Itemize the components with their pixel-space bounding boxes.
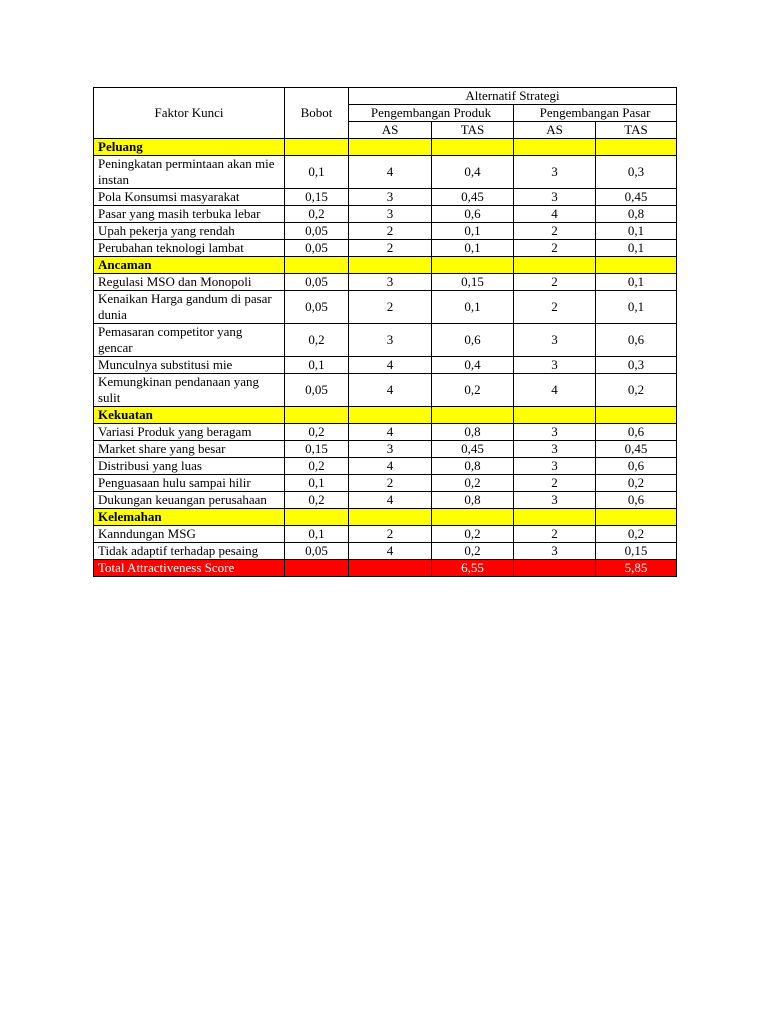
as-product-cell: 4 bbox=[349, 492, 432, 509]
tas-market-cell: 0,3 bbox=[596, 156, 677, 189]
as-market-cell: 3 bbox=[514, 492, 596, 509]
table-row bbox=[94, 240, 677, 257]
header-as-product: AS bbox=[349, 122, 432, 139]
as-market-cell: 3 bbox=[514, 458, 596, 475]
tas-product-cell: 0,2 bbox=[432, 543, 514, 560]
section-empty-cell bbox=[285, 407, 349, 424]
factor-cell: Dukungan keuangan perusahaan bbox=[94, 492, 285, 509]
tas-market-cell: 0,45 bbox=[596, 189, 677, 206]
as-product-cell: 2 bbox=[349, 291, 432, 324]
as-market-cell: 3 bbox=[514, 424, 596, 441]
as-product-cell: 3 bbox=[349, 189, 432, 206]
table-row bbox=[94, 424, 677, 441]
tas-market-cell: 0,15 bbox=[596, 543, 677, 560]
factor-cell: Variasi Produk yang beragam bbox=[94, 424, 285, 441]
factor-cell: Pasar yang masih terbuka lebar bbox=[94, 206, 285, 223]
factor-cell: Pemasaran competitor yang gencar bbox=[94, 324, 285, 357]
as-product-cell: 3 bbox=[349, 206, 432, 223]
as-market-cell: 2 bbox=[514, 274, 596, 291]
section-empty-cell bbox=[349, 509, 432, 526]
as-market-cell: 2 bbox=[514, 526, 596, 543]
tas-market-cell: 0,1 bbox=[596, 291, 677, 324]
section-empty-cell bbox=[349, 407, 432, 424]
section-empty-cell bbox=[285, 139, 349, 156]
tas-market-cell: 0,6 bbox=[596, 424, 677, 441]
factor-cell: Regulasi MSO dan Monopoli bbox=[94, 274, 285, 291]
weight-cell: 0,2 bbox=[285, 492, 349, 509]
as-product-cell: 3 bbox=[349, 324, 432, 357]
as-product-cell: 2 bbox=[349, 240, 432, 257]
table-row bbox=[94, 324, 677, 357]
weight-cell: 0,1 bbox=[285, 156, 349, 189]
as-product-cell: 3 bbox=[349, 441, 432, 458]
section-empty-cell bbox=[596, 257, 677, 274]
table-row bbox=[94, 357, 677, 374]
as-market-cell: 3 bbox=[514, 324, 596, 357]
table-row bbox=[94, 475, 677, 492]
as-market-cell: 2 bbox=[514, 291, 596, 324]
table-row bbox=[94, 374, 677, 407]
as-product-cell: 4 bbox=[349, 374, 432, 407]
as-product-cell: 4 bbox=[349, 156, 432, 189]
as-product-cell: 2 bbox=[349, 475, 432, 492]
tas-product-cell: 0,4 bbox=[432, 156, 514, 189]
tas-market-cell: 0,1 bbox=[596, 223, 677, 240]
factor-cell: Munculnya substitusi mie bbox=[94, 357, 285, 374]
table-row bbox=[94, 543, 677, 560]
section-empty-cell bbox=[596, 407, 677, 424]
as-market-cell: 3 bbox=[514, 441, 596, 458]
tas-product-cell: 0,4 bbox=[432, 357, 514, 374]
as-product-cell: 2 bbox=[349, 526, 432, 543]
as-market-cell: 3 bbox=[514, 543, 596, 560]
section-title: Kelemahan bbox=[94, 509, 285, 526]
weight-cell: 0,05 bbox=[285, 291, 349, 324]
section-empty-cell bbox=[514, 407, 596, 424]
tas-product-cell: 0,2 bbox=[432, 374, 514, 407]
weight-cell: 0,2 bbox=[285, 324, 349, 357]
as-product-cell: 4 bbox=[349, 543, 432, 560]
factor-cell: Penguasaan hulu sampai hilir bbox=[94, 475, 285, 492]
section-row bbox=[94, 139, 677, 156]
tas-market-cell: 0,2 bbox=[596, 475, 677, 492]
as-market-cell: 4 bbox=[514, 374, 596, 407]
tas-product-cell: 0,2 bbox=[432, 475, 514, 492]
header-strategy-market: Pengembangan Pasar bbox=[514, 105, 677, 122]
section-row bbox=[94, 257, 677, 274]
section-empty-cell bbox=[514, 509, 596, 526]
weight-cell: 0,05 bbox=[285, 274, 349, 291]
section-empty-cell bbox=[349, 257, 432, 274]
as-market-cell: 3 bbox=[514, 189, 596, 206]
tas-product-cell: 0,8 bbox=[432, 424, 514, 441]
tas-market-cell: 0,1 bbox=[596, 274, 677, 291]
tas-market-cell: 0,45 bbox=[596, 441, 677, 458]
section-empty-cell bbox=[596, 139, 677, 156]
factor-cell: Perubahan teknologi lambat bbox=[94, 240, 285, 257]
table-row bbox=[94, 458, 677, 475]
total-tas-market: 5,85 bbox=[596, 560, 677, 577]
header-tas-product: TAS bbox=[432, 122, 514, 139]
tas-market-cell: 0,2 bbox=[596, 374, 677, 407]
tas-product-cell: 0,1 bbox=[432, 291, 514, 324]
section-empty-cell bbox=[432, 257, 514, 274]
tas-market-cell: 0,2 bbox=[596, 526, 677, 543]
header-alternatives: Alternatif Strategi bbox=[349, 88, 677, 105]
tas-market-cell: 0,8 bbox=[596, 206, 677, 223]
as-product-cell: 4 bbox=[349, 458, 432, 475]
tas-market-cell: 0,1 bbox=[596, 240, 677, 257]
tas-product-cell: 0,8 bbox=[432, 492, 514, 509]
weight-cell: 0,05 bbox=[285, 543, 349, 560]
as-product-cell: 4 bbox=[349, 357, 432, 374]
tas-product-cell: 0,6 bbox=[432, 206, 514, 223]
section-empty-cell bbox=[432, 509, 514, 526]
weight-cell: 0,2 bbox=[285, 424, 349, 441]
weight-cell: 0,1 bbox=[285, 475, 349, 492]
factor-cell: Peningkatan permintaan akan mie instan bbox=[94, 156, 285, 189]
as-product-cell: 2 bbox=[349, 223, 432, 240]
tas-market-cell: 0,3 bbox=[596, 357, 677, 374]
table-row bbox=[94, 526, 677, 543]
weight-cell: 0,15 bbox=[285, 441, 349, 458]
table-row bbox=[94, 441, 677, 458]
factor-cell: Distribusi yang luas bbox=[94, 458, 285, 475]
as-product-cell: 4 bbox=[349, 424, 432, 441]
weight-cell: 0,2 bbox=[285, 458, 349, 475]
weight-cell: 0,05 bbox=[285, 374, 349, 407]
total-empty-cell bbox=[514, 560, 596, 577]
section-title: Kekuatan bbox=[94, 407, 285, 424]
total-tas-product: 6,55 bbox=[432, 560, 514, 577]
tas-market-cell: 0,6 bbox=[596, 492, 677, 509]
factor-cell: Market share yang besar bbox=[94, 441, 285, 458]
section-empty-cell bbox=[596, 509, 677, 526]
weight-cell: 0,05 bbox=[285, 223, 349, 240]
tas-product-cell: 0,15 bbox=[432, 274, 514, 291]
section-empty-cell bbox=[285, 509, 349, 526]
as-market-cell: 3 bbox=[514, 156, 596, 189]
factor-cell: Pola Konsumsi masyarakat bbox=[94, 189, 285, 206]
tas-product-cell: 0,8 bbox=[432, 458, 514, 475]
table-row bbox=[94, 223, 677, 240]
table-row bbox=[94, 156, 677, 189]
section-title: Peluang bbox=[94, 139, 285, 156]
tas-product-cell: 0,6 bbox=[432, 324, 514, 357]
factor-cell: Kemungkinan pendanaan yang sulit bbox=[94, 374, 285, 407]
weight-cell: 0,1 bbox=[285, 357, 349, 374]
section-empty-cell bbox=[432, 407, 514, 424]
header-tas-market: TAS bbox=[596, 122, 677, 139]
section-empty-cell bbox=[349, 139, 432, 156]
total-empty-cell bbox=[349, 560, 432, 577]
table-row bbox=[94, 291, 677, 324]
as-market-cell: 2 bbox=[514, 223, 596, 240]
factor-cell: Tidak adaptif terhadap pesaing bbox=[94, 543, 285, 560]
weight-cell: 0,1 bbox=[285, 526, 349, 543]
header-factor: Faktor Kunci bbox=[94, 88, 285, 139]
header-as-market: AS bbox=[514, 122, 596, 139]
weight-cell: 0,2 bbox=[285, 206, 349, 223]
tas-product-cell: 0,45 bbox=[432, 189, 514, 206]
total-row bbox=[94, 560, 677, 577]
tas-product-cell: 0,2 bbox=[432, 526, 514, 543]
total-empty-cell bbox=[285, 560, 349, 577]
factor-cell: Kenaikan Harga gandum di pasar dunia bbox=[94, 291, 285, 324]
total-label: Total Attractiveness Score bbox=[94, 560, 285, 577]
tas-product-cell: 0,45 bbox=[432, 441, 514, 458]
as-product-cell: 3 bbox=[349, 274, 432, 291]
table-row bbox=[94, 206, 677, 223]
section-title: Ancaman bbox=[94, 257, 285, 274]
as-market-cell: 2 bbox=[514, 475, 596, 492]
section-row bbox=[94, 509, 677, 526]
header-weight: Bobot bbox=[285, 88, 349, 139]
weight-cell: 0,15 bbox=[285, 189, 349, 206]
table-header bbox=[94, 88, 677, 139]
section-empty-cell bbox=[514, 257, 596, 274]
weight-cell: 0,05 bbox=[285, 240, 349, 257]
table-row bbox=[94, 274, 677, 291]
tas-market-cell: 0,6 bbox=[596, 324, 677, 357]
table-row bbox=[94, 492, 677, 509]
as-market-cell: 4 bbox=[514, 206, 596, 223]
tas-market-cell: 0,6 bbox=[596, 458, 677, 475]
as-market-cell: 3 bbox=[514, 357, 596, 374]
as-market-cell: 2 bbox=[514, 240, 596, 257]
tas-product-cell: 0,1 bbox=[432, 223, 514, 240]
qspm-table bbox=[93, 87, 677, 577]
section-empty-cell bbox=[514, 139, 596, 156]
factor-cell: Upah pekerja yang rendah bbox=[94, 223, 285, 240]
factor-cell: Kanndungan MSG bbox=[94, 526, 285, 543]
section-empty-cell bbox=[432, 139, 514, 156]
section-empty-cell bbox=[285, 257, 349, 274]
tas-product-cell: 0,1 bbox=[432, 240, 514, 257]
table-row bbox=[94, 189, 677, 206]
header-strategy-product: Pengembangan Produk bbox=[349, 105, 514, 122]
section-row bbox=[94, 407, 677, 424]
table-body bbox=[94, 139, 677, 577]
